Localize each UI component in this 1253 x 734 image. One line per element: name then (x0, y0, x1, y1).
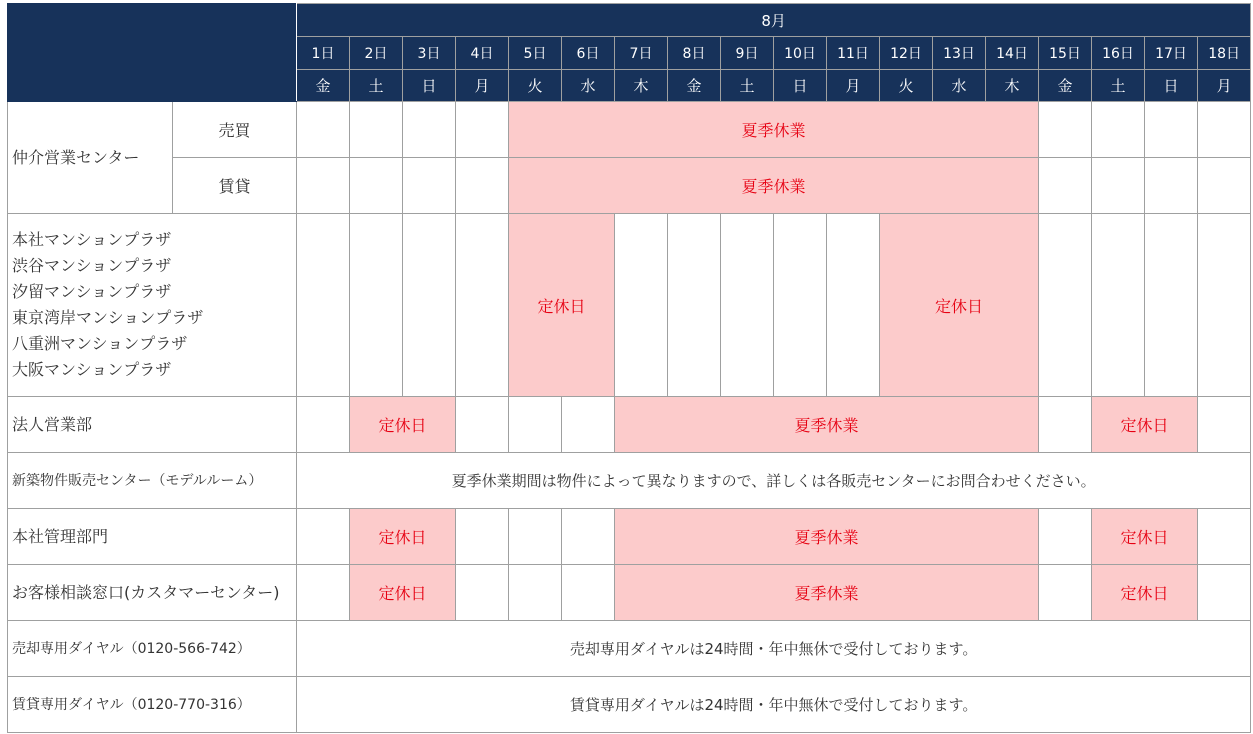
day-cell (403, 102, 456, 158)
row-label-kanri: 本社管理部門 (8, 509, 297, 565)
day-cell (456, 565, 509, 621)
regular-holiday-cell: 定休日 (880, 214, 1039, 397)
date-header: 16日 (1092, 37, 1145, 70)
day-cell (1145, 214, 1198, 397)
row-label-chintai-dial: 賃貸専用ダイヤル（0120-770-316） (8, 677, 297, 733)
table-row (8, 214, 1251, 397)
sub-label-chintai: 賃貸 (173, 158, 297, 214)
header-corner (8, 4, 297, 102)
date-header: 7日 (615, 37, 668, 70)
weekday-header: 土 (1092, 70, 1145, 102)
day-cell (1092, 158, 1145, 214)
weekday-header: 金 (668, 70, 721, 102)
summer-holiday-cell: 夏季休業 (509, 158, 1039, 214)
weekday-header: 火 (509, 70, 562, 102)
weekday-header: 火 (880, 70, 933, 102)
day-cell (774, 214, 827, 397)
month-header: 8月 (297, 4, 1251, 37)
day-cell (1039, 565, 1092, 621)
day-cell (1198, 102, 1251, 158)
day-cell (403, 158, 456, 214)
regular-holiday-cell: 定休日 (350, 565, 456, 621)
day-cell (1198, 397, 1251, 453)
day-cell (297, 102, 350, 158)
row-label-baikyaku-dial: 売却専用ダイヤル（0120-566-742） (8, 621, 297, 677)
regular-holiday-cell: 定休日 (1092, 509, 1198, 565)
weekday-header: 金 (1039, 70, 1092, 102)
day-cell (456, 509, 509, 565)
notice-cell: 夏季休業期間は物件によって異なりますので、詳しくは各販売センターにお問合わせください。 (297, 453, 1251, 509)
row-label-plaza (8, 214, 297, 397)
day-cell (1039, 214, 1092, 397)
summer-holiday-cell: 夏季休業 (615, 397, 1039, 453)
date-header: 15日 (1039, 37, 1092, 70)
table-row (8, 397, 1251, 453)
table-row (8, 102, 1251, 158)
weekday-header: 月 (1198, 70, 1251, 102)
day-cell (1039, 509, 1092, 565)
day-cell (562, 509, 615, 565)
weekday-header: 日 (1145, 70, 1198, 102)
day-cell (350, 214, 403, 397)
date-header: 14日 (986, 37, 1039, 70)
weekday-header: 木 (615, 70, 668, 102)
weekday-header: 水 (933, 70, 986, 102)
date-header: 13日 (933, 37, 986, 70)
row-label-shinchiku: 新築物件販売センター（モデルルーム） (8, 453, 297, 509)
weekday-header: 日 (774, 70, 827, 102)
schedule-wrapper (7, 3, 1251, 733)
weekday-header: 月 (456, 70, 509, 102)
day-cell (1198, 214, 1251, 397)
day-cell (509, 397, 562, 453)
date-header: 10日 (774, 37, 827, 70)
plaza-name: 渋谷マンションプラザ (12, 256, 172, 275)
date-header: 12日 (880, 37, 933, 70)
weekday-header: 日 (403, 70, 456, 102)
date-header: 4日 (456, 37, 509, 70)
plaza-name: 八重洲マンションプラザ (12, 334, 188, 353)
date-header: 6日 (562, 37, 615, 70)
day-cell (1039, 158, 1092, 214)
regular-holiday-cell: 定休日 (350, 397, 456, 453)
day-cell (1039, 102, 1092, 158)
day-cell (297, 158, 350, 214)
day-cell (350, 102, 403, 158)
summer-holiday-cell: 夏季休業 (509, 102, 1039, 158)
table-row (8, 565, 1251, 621)
day-cell (403, 214, 456, 397)
weekday-header: 水 (562, 70, 615, 102)
plaza-name: 東京湾岸マンションプラザ (12, 308, 204, 327)
day-cell (721, 214, 774, 397)
day-cell (456, 158, 509, 214)
table-row (8, 621, 1251, 677)
weekday-header: 月 (827, 70, 880, 102)
day-cell (1198, 158, 1251, 214)
date-header: 3日 (403, 37, 456, 70)
row-label-customer: お客様相談窓口(カスタマーセンター) (8, 565, 297, 621)
regular-holiday-cell: 定休日 (509, 214, 615, 397)
holiday-schedule-table (7, 3, 1251, 733)
day-cell (297, 214, 350, 397)
day-cell (615, 214, 668, 397)
day-cell (297, 565, 350, 621)
plaza-name: 本社マンションプラザ (12, 230, 172, 249)
regular-holiday-cell: 定休日 (1092, 397, 1198, 453)
plaza-name: 汐留マンションプラザ (12, 282, 172, 301)
weekday-header: 木 (986, 70, 1039, 102)
date-header: 1日 (297, 37, 350, 70)
day-cell (456, 214, 509, 397)
date-header: 2日 (350, 37, 403, 70)
notice-cell: 売却専用ダイヤルは24時間・年中無休で受付しております。 (297, 621, 1251, 677)
table-row (8, 453, 1251, 509)
day-cell (562, 397, 615, 453)
table-row (8, 509, 1251, 565)
regular-holiday-cell: 定休日 (1092, 565, 1198, 621)
day-cell (509, 509, 562, 565)
summer-holiday-cell: 夏季休業 (615, 509, 1039, 565)
plaza-name: 大阪マンションプラザ (12, 360, 172, 379)
date-header: 9日 (721, 37, 774, 70)
date-header: 11日 (827, 37, 880, 70)
date-header: 18日 (1198, 37, 1251, 70)
day-cell (1145, 158, 1198, 214)
summer-holiday-cell: 夏季休業 (615, 565, 1039, 621)
day-cell (668, 214, 721, 397)
day-cell (1039, 397, 1092, 453)
notice-cell: 賃貸専用ダイヤルは24時間・年中無休で受付しております。 (297, 677, 1251, 733)
weekday-header: 土 (350, 70, 403, 102)
table-row (8, 677, 1251, 733)
date-header: 8日 (668, 37, 721, 70)
day-cell (1092, 214, 1145, 397)
day-cell (1145, 102, 1198, 158)
row-label-hojin: 法人営業部 (8, 397, 297, 453)
day-cell (827, 214, 880, 397)
date-header: 17日 (1145, 37, 1198, 70)
date-header: 5日 (509, 37, 562, 70)
day-cell (456, 397, 509, 453)
day-cell (297, 397, 350, 453)
table-row (8, 158, 1251, 214)
day-cell (1198, 565, 1251, 621)
day-cell (509, 565, 562, 621)
sub-label-baibai: 売買 (173, 102, 297, 158)
day-cell (562, 565, 615, 621)
weekday-header: 土 (721, 70, 774, 102)
row-label-chukai: 仲介営業センター (8, 102, 173, 214)
day-cell (456, 102, 509, 158)
day-cell (1198, 509, 1251, 565)
weekday-header: 金 (297, 70, 350, 102)
regular-holiday-cell: 定休日 (350, 509, 456, 565)
day-cell (350, 158, 403, 214)
day-cell (1092, 102, 1145, 158)
day-cell (297, 509, 350, 565)
